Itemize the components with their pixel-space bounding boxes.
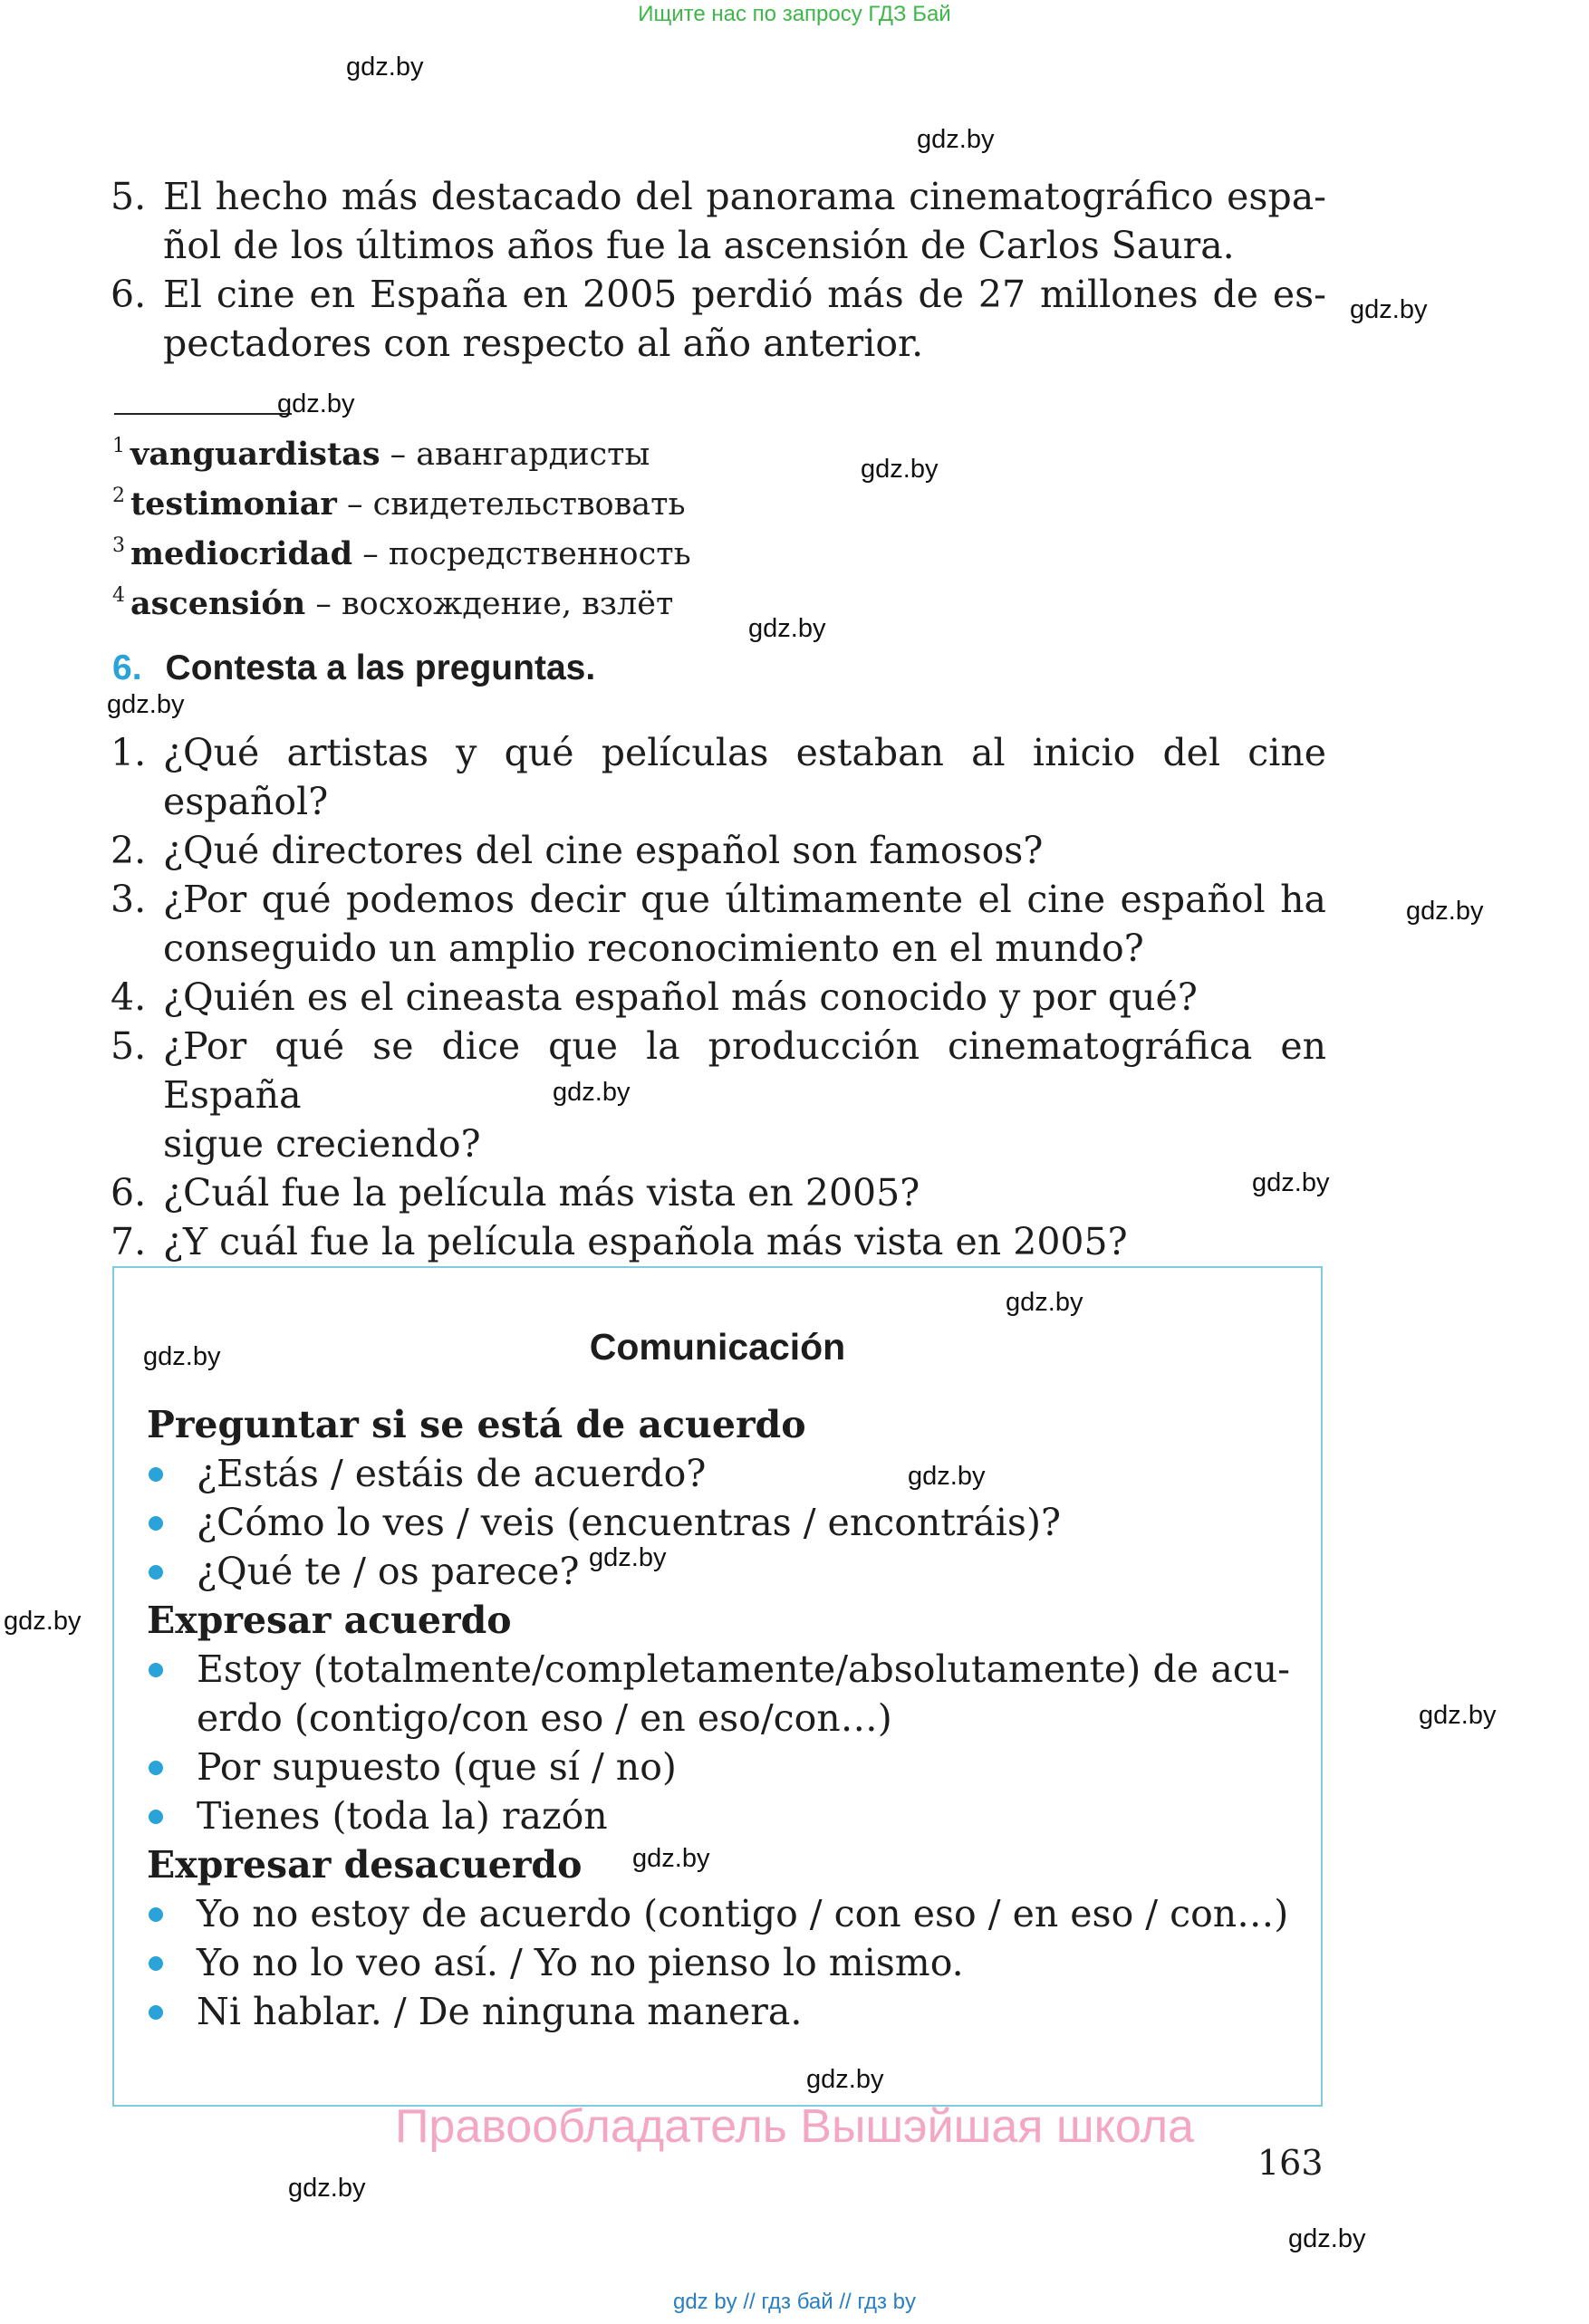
item-number: 2. <box>111 829 147 872</box>
bullet-item: Por supuesto (que sí / no) <box>147 1743 1290 1791</box>
bullet-item: Estoy (totalmente/completamente/absolutamente) de acu- erdo (contigo/con eso / en eso/con…) <box>147 1645 1290 1743</box>
list-item <box>111 172 1326 270</box>
watermark: gdz.by <box>143 1342 221 1371</box>
footnote: $^1$ vanguardistas – авангардисты <box>112 435 650 473</box>
item-number: 6. <box>111 1171 147 1215</box>
bottom-note: gdz by // гдз бай // гдз by <box>672 2290 917 2314</box>
exercise-heading <box>112 648 595 688</box>
bullet-item: ¿Estás / estáis de acuerdo? <box>147 1449 1290 1498</box>
watermark: gdz.by <box>107 690 185 719</box>
item-number: 3. <box>111 878 147 921</box>
watermark: gdz.by <box>632 1844 710 1873</box>
item-number: 7. <box>111 1220 147 1263</box>
footnote: $^3$ mediocridad – посредственность <box>112 534 691 572</box>
watermark: gdz.by <box>288 2174 366 2203</box>
footnote: $^4$ ascensión – восхождение, взлёт <box>112 584 674 622</box>
watermark: gdz.by <box>917 125 995 154</box>
watermark: gdz.by <box>1350 295 1428 324</box>
list-item <box>111 1022 1326 1168</box>
footnote-term: mediocridad <box>130 535 353 572</box>
footnote-def: – восхождение, взлёт <box>305 586 674 622</box>
bullet-icon <box>147 1498 197 1547</box>
item-line: pectadores con respecto al año anterior. <box>163 322 924 365</box>
communication-box <box>112 1266 1323 2107</box>
watermark: gdz.by <box>861 455 939 484</box>
copyright-owner: Правообладатель Вышэйшая школа <box>395 2100 1194 2153</box>
page-number: 163 <box>1257 2143 1324 2183</box>
watermark: gdz.by <box>806 2065 884 2094</box>
bullet-icon <box>147 1547 197 1596</box>
bullet-item: Ni hablar. / De ninguna manera. <box>147 1987 1290 2036</box>
section-heading: Preguntar si se está de acuerdo <box>147 1403 806 1446</box>
footnote-def: – посредственность <box>352 536 691 572</box>
list-item <box>111 973 1326 1022</box>
watermark: gdz.by <box>748 614 826 643</box>
footnotes <box>112 426 691 625</box>
bullet-item: Tienes (toda la) razón <box>147 1791 1290 1840</box>
list-item <box>111 270 1326 368</box>
list-item <box>111 1168 1326 1217</box>
bullet-icon <box>147 1938 197 1987</box>
watermark: gdz.by <box>277 389 355 418</box>
bullet-icon <box>147 1645 197 1743</box>
item-number: 5. <box>111 175 147 218</box>
watermark: gdz.by <box>1252 1168 1330 1197</box>
bullet-icon <box>147 1791 197 1840</box>
list-item <box>111 1217 1326 1266</box>
section-heading: Expresar desacuerdo <box>147 1843 583 1887</box>
item-line: ¿Por qué se dice que la producción cinematográfica en España <box>163 1024 1326 1117</box>
item-line: El hecho más destacado del panorama cinematográfico espa- <box>163 175 1326 218</box>
footnote-def: – авангардисты <box>380 437 650 473</box>
footnote-term: testimoniar <box>130 485 337 523</box>
exercise-number: 6. <box>112 648 142 687</box>
footnote-term: vanguardistas <box>130 436 380 473</box>
watermark: gdz.by <box>1288 2224 1366 2253</box>
item-line: ñol de los últimos años fue la ascensión de Carlos Saura. <box>163 224 1235 267</box>
item-line: ¿Cuál fue la película más vista en 2005? <box>163 1171 920 1215</box>
watermark: gdz.by <box>553 1078 631 1107</box>
bullet-item: Yo no lo veo así. / Yo no pienso lo mismo. <box>147 1938 1290 1987</box>
item-line: ¿Y cuál fue la película española más vista en 2005? <box>163 1220 1128 1263</box>
top-search-note: Ищите нас по запросу ГДЗ Бай <box>638 2 951 26</box>
item-number: 6. <box>111 273 147 316</box>
item-number: 1. <box>111 731 147 774</box>
section-heading: Expresar acuerdo <box>147 1599 512 1642</box>
bullet-icon <box>147 1449 197 1498</box>
watermark: gdz.by <box>1006 1288 1083 1317</box>
watermark: gdz.by <box>908 1462 986 1491</box>
watermark: gdz.by <box>589 1543 667 1572</box>
item-line: ¿Qué artistas y qué películas estaban al inicio del cine <box>163 731 1326 774</box>
bullet-item: ¿Cómo lo ves / veis (encuentras / encontráis)? <box>147 1498 1290 1547</box>
footnote-term: ascensión <box>130 585 306 622</box>
box-title: Comunicación <box>589 1326 846 1368</box>
exercise-title: Contesta a las preguntas. <box>165 648 596 687</box>
bullet-icon <box>147 1987 197 2036</box>
item-line: conseguido un amplio reconocimiento en el mundo? <box>163 927 1144 970</box>
box-content <box>147 1400 1290 2036</box>
questions-list <box>111 728 1326 1266</box>
item-line: sigue creciendo? <box>163 1122 481 1166</box>
watermark: gdz.by <box>1419 1701 1497 1730</box>
list-item <box>111 826 1326 875</box>
footnote-rule <box>114 413 292 415</box>
item-line: ¿Qué directores del cine español son famosos? <box>163 829 1044 872</box>
watermark: gdz.by <box>4 1607 82 1636</box>
watermark: gdz.by <box>1406 897 1484 926</box>
watermark: gdz.by <box>346 53 424 82</box>
item-line: ¿Quién es el cineasta español más conocido y por qué? <box>163 975 1198 1019</box>
list-item <box>111 875 1326 973</box>
item-line: El cine en España en 2005 perdió más de 27 millones de es- <box>163 273 1326 316</box>
footnote-def: – свидетельствовать <box>336 486 686 523</box>
bullet-item: ¿Qué te / os parece? <box>147 1547 1290 1596</box>
item-number: 4. <box>111 975 147 1019</box>
questions-prev-list <box>111 172 1326 368</box>
item-line: español? <box>163 780 329 823</box>
footnote: $^2$ testimoniar – свидетельствовать <box>112 485 686 523</box>
bullet-item: Yo no estoy de acuerdo (contigo / con eso / en eso / con…) <box>147 1889 1290 1938</box>
item-number: 5. <box>111 1024 147 1068</box>
item-line: ¿Por qué podemos decir que últimamente el cine español ha <box>163 878 1326 921</box>
bullet-icon <box>147 1743 197 1791</box>
list-item <box>111 728 1326 826</box>
bullet-icon <box>147 1889 197 1938</box>
